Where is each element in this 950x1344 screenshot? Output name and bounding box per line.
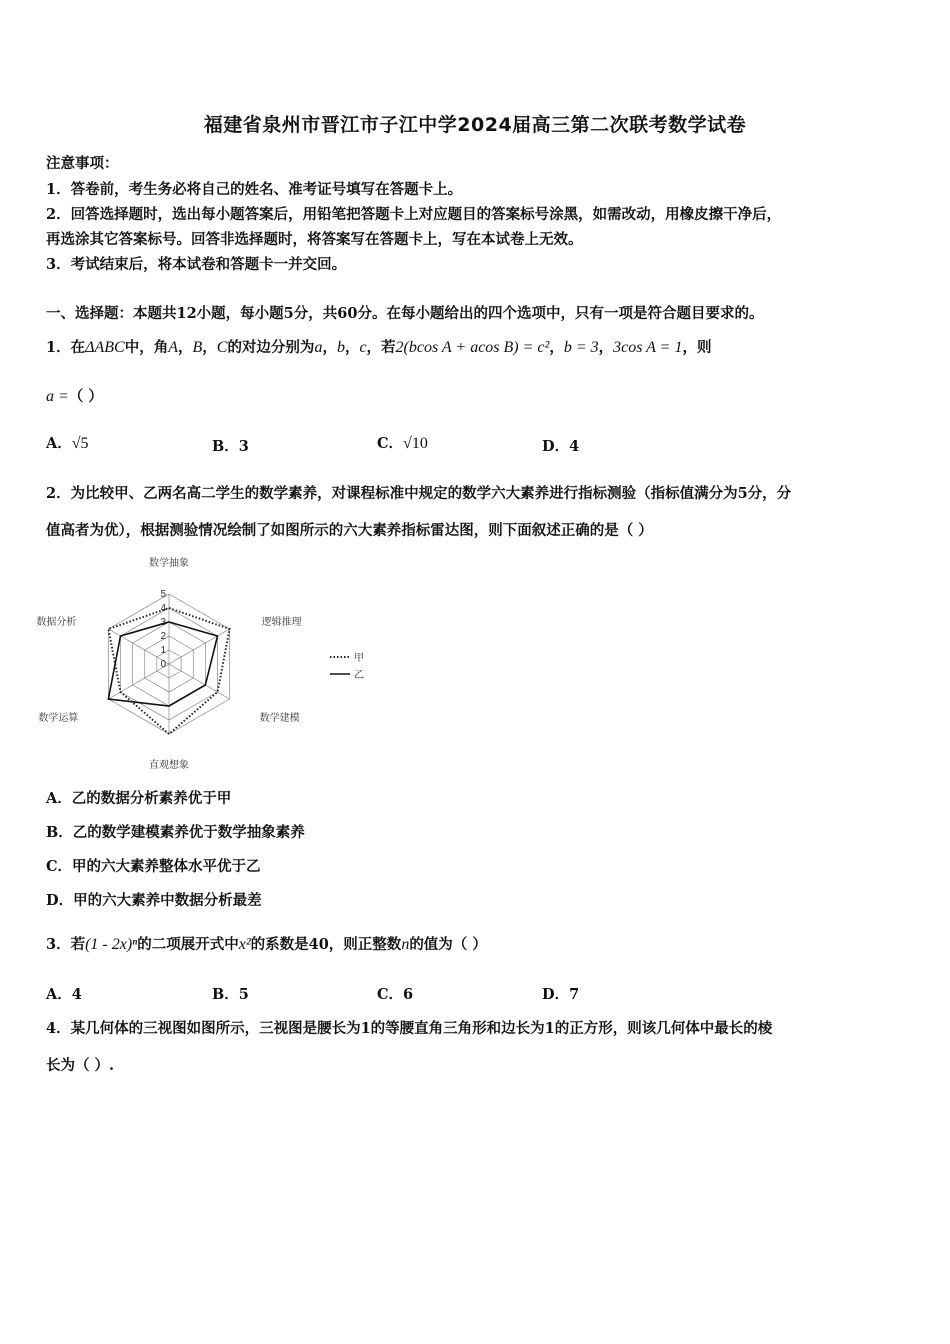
q1-text: 的对边分别为: [227, 339, 315, 356]
q1-sep: ，: [344, 339, 360, 356]
question-1-ask: [46, 385, 103, 406]
notice-item-2b: 再选涂其它答案标号。回答非选择题时，将答案写在答题卡上，写在本试卷上无效。: [46, 231, 583, 248]
q1-side-b: b: [336, 339, 345, 356]
q2-option-a: A．乙的数据分析素养优于甲: [46, 790, 232, 807]
question-2-line-1: 2．为比较甲、乙两名高二学生的数学素养，对课程标准中规定的数学六大素养进行指标测验（指标值满分为5分，分: [46, 485, 792, 502]
q1-equation-2: b = 3: [563, 339, 599, 356]
q3-option-b: B．5: [212, 986, 249, 1003]
q3-option-a: A．4: [46, 986, 82, 1003]
radar-axis-label: 逻辑推理: [261, 617, 302, 628]
q1-option-a: A．√5: [46, 435, 89, 452]
q2-option-c: C．甲的六大素养整体水平优于乙: [46, 858, 261, 875]
q3-option-c: C．6: [377, 986, 414, 1003]
radar-axis-label: 数据分析: [36, 617, 77, 628]
q1-angle-b: B: [192, 339, 203, 356]
radar-axis-label: 数学建模: [259, 713, 300, 724]
q3-text: 的值为（ ）: [409, 936, 487, 953]
q3-expression: (1 - 2x)ⁿ: [85, 936, 138, 953]
q1-option-c: C．√10: [377, 435, 428, 452]
radar-spoke: [169, 629, 230, 664]
q1-text: 1．在: [46, 339, 86, 356]
radar-tick-label: 1: [160, 645, 166, 656]
q1-ask-paren: （ ）: [68, 388, 103, 405]
q1-equation-1: 2(bcos A + acos B) = c²: [395, 339, 550, 356]
q2-option-d: D．甲的六大素养中数据分析最差: [46, 892, 262, 909]
q1-side-a: a: [314, 339, 323, 356]
q3-n: n: [401, 936, 410, 953]
radar-tick-label: 3: [160, 617, 166, 628]
question-1-stem: [46, 336, 711, 357]
q1-sep: ，: [598, 339, 614, 356]
q1-text: ，若: [366, 339, 396, 356]
q3-option-d: D．7: [542, 986, 580, 1003]
q1-triangle: ΔABC: [85, 339, 125, 356]
q3-text: 的系数是40，则正整数: [250, 936, 402, 953]
radar-legend-label: 甲: [354, 653, 364, 664]
q1-sep: ，: [177, 339, 193, 356]
radar-axis-label: 数学运算: [38, 713, 79, 724]
question-2-line-2: 值高者为优），根据测验情况绘制了如图所示的六大素养指标雷达图，则下面叙述正确的是（ ）: [46, 522, 653, 539]
radar-legend-label: 乙: [354, 670, 364, 681]
radar-chart-svg: [36, 556, 376, 771]
question-4-line-1: 4．某几何体的三视图如图所示，三视图是腰长为1的等腰直角三角形和边长为1的正方形，则该几何体中最长的棱: [46, 1020, 773, 1037]
q1-side-c: c: [359, 339, 367, 356]
question-4-line-2: 长为（ ）.: [46, 1057, 115, 1074]
page-title: 福建省泉州市晋江市子江中学2024届高三第二次联考数学试卷: [203, 114, 747, 136]
q2-option-b: B．乙的数学建模素养优于数学抽象素养: [46, 824, 305, 841]
radar-tick-label: 2: [160, 631, 166, 642]
q1-text: 中，角: [124, 339, 169, 356]
notice-heading: 注意事项：: [46, 155, 119, 172]
q1-sep: ，: [549, 339, 564, 356]
radar-axis-label: 直观想象: [149, 760, 189, 771]
radar-tick-label: 4: [160, 603, 166, 614]
q3-text: 3．若: [46, 936, 86, 953]
radar-axis-label: 数学抽象: [149, 558, 189, 569]
notice-item-3: 3．考试结束后，将本试卷和答题卡一并交回。: [46, 256, 347, 273]
section-heading: 一、选择题：本题共12小题，每小题5分，共60分。在每小题给出的四个选项中，只有一项是符合题目要求的。: [46, 305, 764, 322]
q1-equation-3: 3cos A = 1: [613, 339, 683, 356]
q1-sep: ，: [202, 339, 217, 356]
q1-sep: ，: [322, 339, 337, 356]
radar-tick-label: 5: [160, 589, 166, 600]
q1-option-b: B．3: [212, 438, 249, 455]
q1-ask-var: a =: [46, 388, 69, 405]
q1-angle-c: C: [216, 339, 228, 356]
notice-item-2a: 2．回答选择题时，选出每小题答案后，用铅笔把答题卡上对应题目的答案标号涂黑，如需改动，用橡皮擦干净后，: [46, 206, 782, 223]
notice-item-1: 1．答卷前，考生务必将自己的姓名、准考证号填写在答题卡上。: [46, 181, 463, 198]
radar-spoke: [169, 664, 230, 699]
radar-chart: [36, 556, 376, 771]
q1-option-d: D．4: [542, 438, 580, 455]
q3-x-squared: x²: [238, 936, 251, 953]
radar-tick-label: 0: [160, 659, 166, 670]
q1-text: ，则: [682, 339, 712, 356]
q1-angle-a: A: [168, 339, 178, 356]
question-3-stem: [46, 933, 487, 954]
q3-text: 的二项展开式中: [137, 936, 239, 953]
